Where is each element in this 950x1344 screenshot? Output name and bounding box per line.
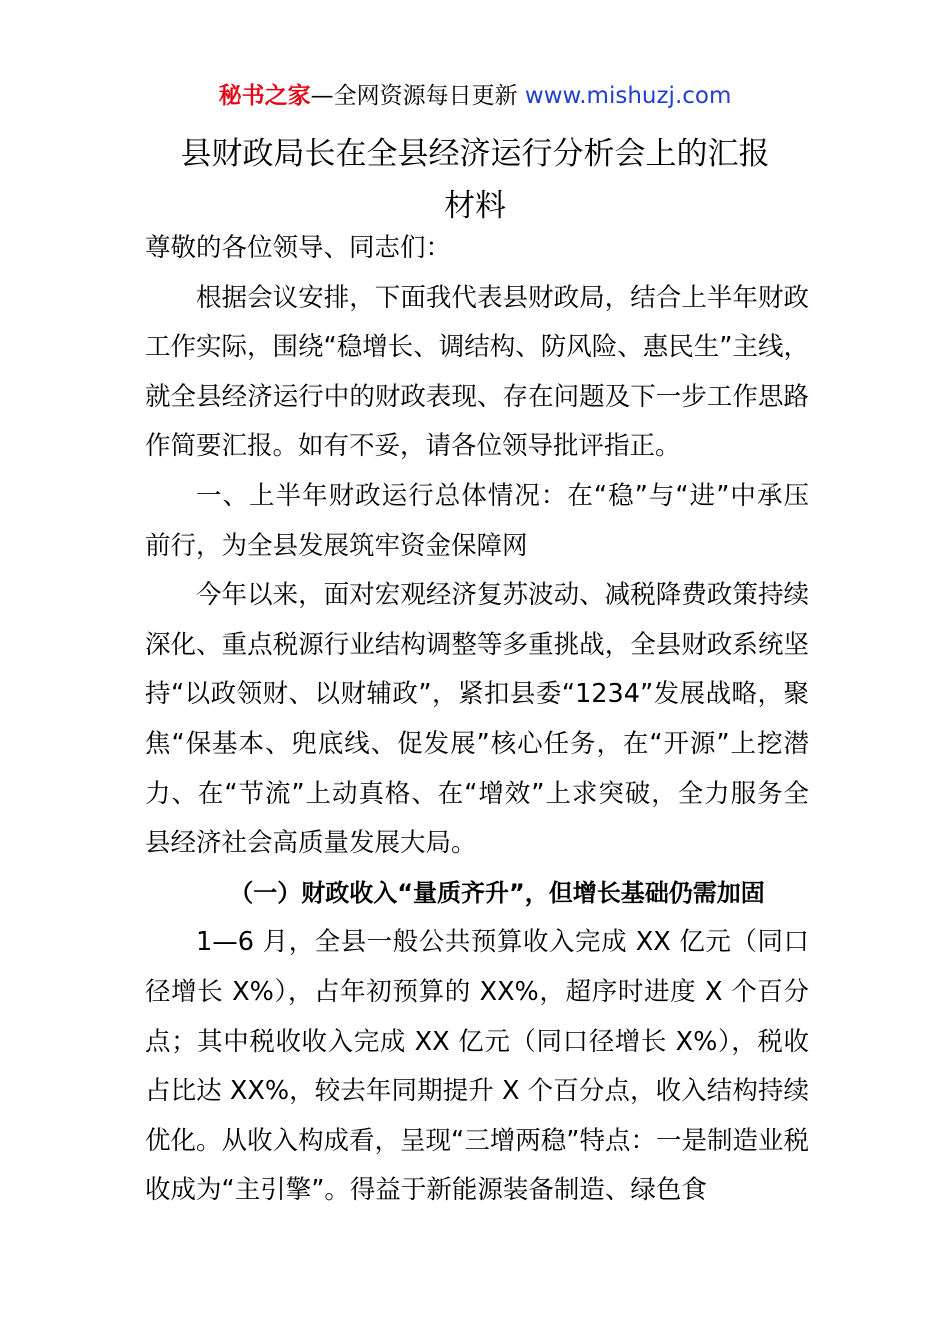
title-line-1: 县财政局长在全县经济运行分析会上的汇报	[180, 136, 770, 172]
subsection-heading-1: （一）财政收入“量质齐升”，但增长基础仍需加固	[229, 878, 765, 907]
site-header	[0, 80, 950, 112]
document-title	[145, 128, 805, 232]
paragraph-overview: 今年以来，面对宏观经济复苏波动、减税降费政策持续深化、重点税源行业结构调整等多重挑战，全县财政系统坚持“以政领财、以财辅政”，紧扣县委“1234”发展战略，聚焦“保基本、兜底线、促发展”核心任务，在“开源”上挖潜力、在“节流”上动真格、在“增效”上求突破，全力服务全县经济社会高质量发展大局。	[145, 580, 809, 859]
paragraph-intro: 根据会议安排，下面我代表县财政局，结合上半年财政工作实际，围绕“稳增长、调结构、防风险、惠民生”主线，就全县经济运行中的财政表现、存在问题及下一步工作思路作简要汇报。如有不妥，请各位领导批评指正。	[145, 282, 809, 462]
header-tagline: —全网资源每日更新	[310, 83, 525, 109]
salutation: 尊敬的各位领导、同志们：	[145, 233, 452, 263]
section-heading-1: 一、上半年财政运行总体情况：在“稳”与“进”中承压前行，为全县发展筑牢资金保障网	[145, 480, 809, 561]
site-url-link[interactable]: www.mishuzj.com	[524, 83, 732, 109]
document-body	[145, 224, 809, 1216]
title-line-2: 材料	[444, 188, 506, 224]
brand-name: 秘书之家	[218, 83, 311, 109]
paragraph-revenue: 1—6 月，全县一般公共预算收入完成 XX 亿元（同口径增长 X%），占年初预算的 XX%，超序时进度 X 个百分点；其中税收收入完成 XX 亿元（同口径增长 X%），税收占比达 XX%，较去年同期提升 X 个百分点，收入结构持续优化。从收入构成看，呈现“三增两稳”特点：一是制造业税收成为“主引擎”。得益于新能源装备制造、绿色食	[145, 927, 809, 1206]
